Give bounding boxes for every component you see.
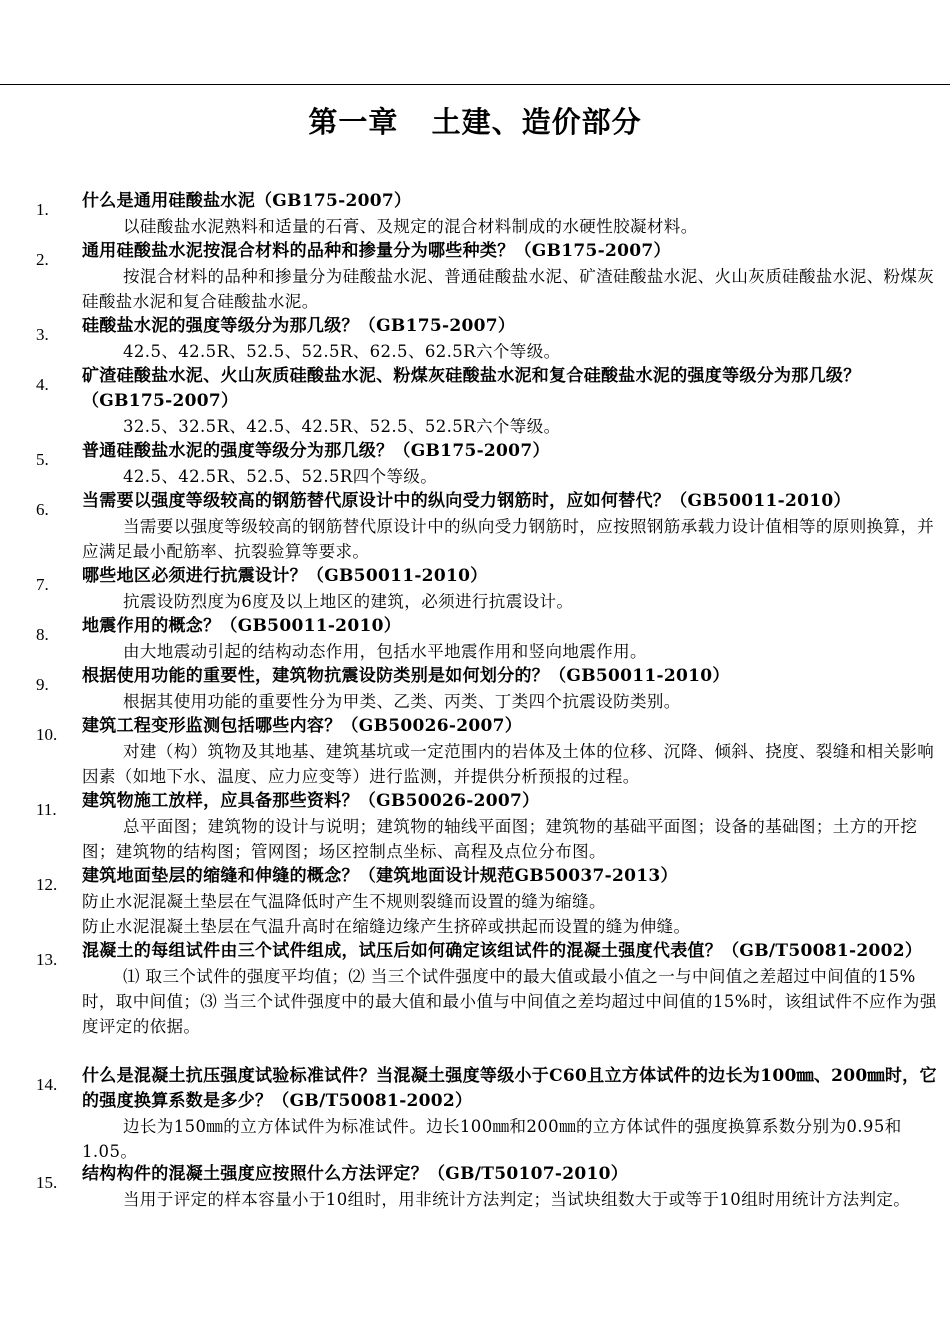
answer: 根据其使用功能的重要性分为甲类、乙类、丙类、丁类四个抗震设防类别。	[123, 692, 681, 711]
answer: 总平面图；建筑物的设计与说明；建筑物的轴线平面图；建筑物的基础平面图；设备的基础图；土方的开挖图；建筑物的结构图；管网图；场区控制点坐标、高程及点位分布图。	[82, 817, 918, 861]
answer: 32.5、32.5R、42.5、42.5R、52.5、52.5R六个等级。	[123, 417, 561, 436]
question: 硅酸盐水泥的强度等级分为那几级？（GB175-2007）	[82, 316, 516, 336]
item-number: 9.	[36, 675, 49, 694]
item-number: 11.	[36, 800, 57, 819]
answer: 42.5、42.5R、52.5、52.5R四个等级。	[123, 467, 438, 486]
qa-item	[0, 439, 950, 489]
answer: 边长为150㎜的立方体试件为标准试件。边长100㎜和200㎜的立方体试件的强度换算系数分别为0.95和1.05。	[82, 1117, 902, 1161]
question: 根据使用功能的重要性，建筑物抗震设防类别是如何划分的？（GB50011-2010）	[82, 666, 730, 686]
header-rule	[0, 84, 950, 85]
question: 地震作用的概念？（GB50011-2010）	[82, 616, 401, 636]
qa-item	[0, 714, 950, 789]
qa-item	[0, 939, 950, 1039]
question: 建筑物施工放样，应具备那些资料？（GB50026-2007）	[82, 791, 540, 811]
item-number: 4.	[36, 375, 49, 394]
answer: 防止水泥混凝土垫层在气温降低时产生不规则裂缝而设置的缝为缩缝。	[82, 892, 606, 911]
item-number: 3.	[36, 325, 49, 344]
item-number: 8.	[36, 625, 49, 644]
qa-item	[0, 489, 950, 564]
question: 建筑工程变形监测包括哪些内容？（GB50026-2007）	[82, 716, 523, 736]
chapter-title: 第一章 土建、造价部分	[308, 105, 642, 139]
question: 当需要以强度等级较高的钢筋替代原设计中的纵向受力钢筋时，应如何替代？（GB50011-2010）	[82, 491, 851, 511]
question: 哪些地区必须进行抗震设计？（GB50011-2010）	[82, 566, 488, 586]
question: 结构构件的混凝土强度应按照什么方法评定？（GB/T50107-2010）	[82, 1164, 629, 1184]
qa-item	[0, 1064, 950, 1164]
qa-item	[0, 614, 950, 664]
answer: ⑴ 取三个试件的强度平均值；⑵ 当三个试件强度中的最大值或最小值之一与中间值之差超过中间值的15%时，取中间值；⑶ 当三个试件强度中的最大值和最小值与中间值之差均超过中间值的15%时，该组试件不应作为强度评定的依据。	[82, 967, 937, 1036]
qa-item	[0, 1162, 950, 1212]
item-number: 15.	[36, 1173, 58, 1192]
question: 什么是通用硅酸盐水泥（GB175-2007）	[82, 191, 412, 211]
answer: 以硅酸盐水泥熟料和适量的石膏、及规定的混合材料制成的水硬性胶凝材料。	[123, 217, 698, 236]
answer: 防止水泥混凝土垫层在气温升高时在缩缝边缘产生挤碎或拱起而设置的缝为伸缝。	[82, 917, 691, 936]
answer: 42.5、42.5R、52.5、52.5R、62.5、62.5R六个等级。	[123, 342, 561, 361]
qa-item	[0, 664, 950, 714]
item-number: 5.	[36, 450, 49, 469]
item-number: 2.	[36, 250, 49, 269]
question: 普通硅酸盐水泥的强度等级分为那几级？（GB175-2007）	[82, 441, 550, 461]
item-number: 14.	[36, 1075, 58, 1094]
item-number: 13.	[36, 950, 58, 969]
item-number: 6.	[36, 500, 49, 519]
qa-item	[0, 364, 950, 439]
item-number: 1.	[36, 200, 49, 219]
qa-item	[0, 564, 950, 614]
answer: 对建（构）筑物及其地基、建筑基坑或一定范围内的岩体及土体的位移、沉降、倾斜、挠度、裂缝和相关影响因素（如地下水、温度、应力应变等）进行监测，并提供分析预报的过程。	[82, 742, 935, 786]
qa-item	[0, 239, 950, 314]
item-number: 12.	[36, 875, 58, 894]
qa-item	[0, 314, 950, 364]
answer: 当需要以强度等级较高的钢筋替代原设计中的纵向受力钢筋时，应按照钢筋承载力设计值相等的原则换算，并应满足最小配筋率、抗裂验算等要求。	[82, 517, 935, 561]
qa-item	[0, 189, 950, 239]
item-number: 7.	[36, 575, 49, 594]
qa-item	[0, 864, 950, 939]
question: 建筑地面垫层的缩缝和伸缝的概念？（建筑地面设计规范GB50037-2013）	[82, 866, 678, 886]
question: 通用硅酸盐水泥按混合材料的品种和掺量分为哪些种类？（GB175-2007）	[82, 241, 671, 261]
item-number: 10.	[36, 725, 58, 744]
answer: 按混合材料的品种和掺量分为硅酸盐水泥、普通硅酸盐水泥、矿渣硅酸盐水泥、火山灰质硅酸盐水泥、粉煤灰硅酸盐水泥和复合硅酸盐水泥。	[82, 267, 935, 311]
qa-item	[0, 789, 950, 864]
answer: 抗震设防烈度为6度及以上地区的建筑，必须进行抗震设计。	[123, 592, 574, 611]
question: 矿渣硅酸盐水泥、火山灰质硅酸盐水泥、粉煤灰硅酸盐水泥和复合硅酸盐水泥的强度等级分为那几级？（GB175-2007）	[82, 366, 861, 411]
question: 什么是混凝土抗压强度试验标准试件？当混凝土强度等级小于C60且立方体试件的边长为100㎜、200㎜时，它的强度换算系数是多少？（GB/T50081-2002）	[82, 1066, 937, 1111]
question: 混凝土的每组试件由三个试件组成，试压后如何确定该组试件的混凝土强度代表值？（GB/T50081-2002）	[82, 941, 923, 961]
answer: 由大地震动引起的结构动态作用，包括水平地震作用和竖向地震作用。	[123, 642, 647, 661]
answer: 当用于评定的样本容量小于10组时，用非统计方法判定；当试块组数大于或等于10组时用统计方法判定。	[123, 1190, 911, 1209]
